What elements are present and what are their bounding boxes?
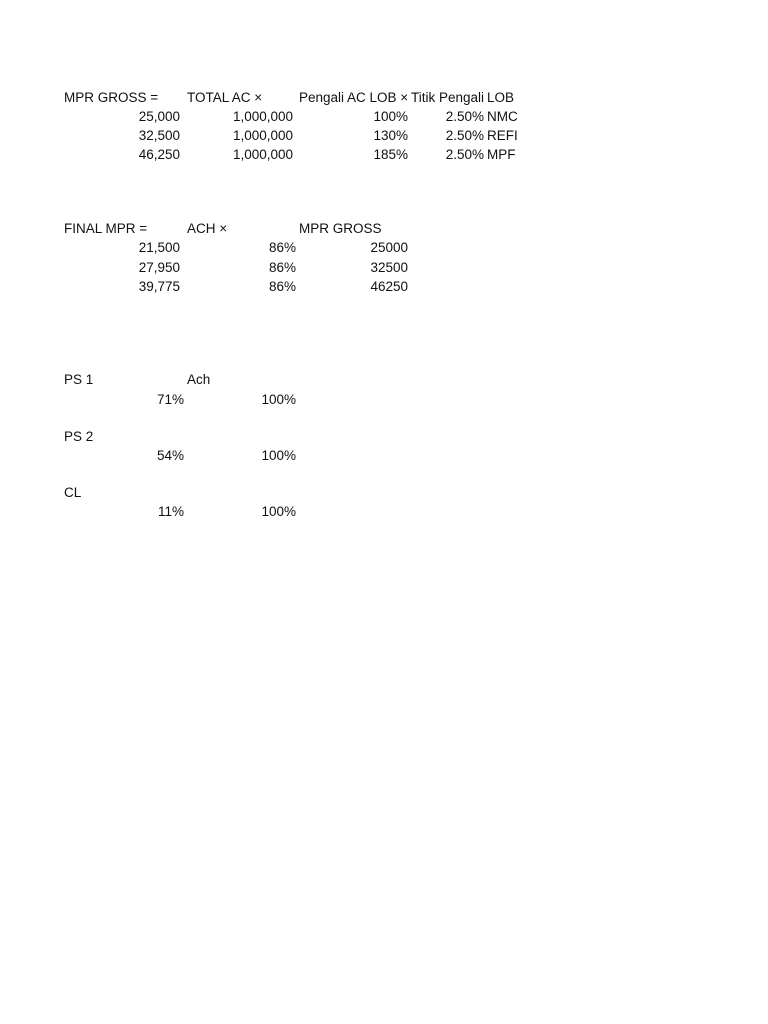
header-ach: ACH ×: [187, 221, 228, 236]
value-ps1: 71%: [156, 392, 184, 407]
header-titik-pengali: Titik Pengali: [411, 90, 485, 105]
table-cell-mpr-gross: 32500: [370, 260, 408, 275]
header-ach: Ach: [187, 372, 211, 387]
table-cell-final-mpr: 27,950: [138, 260, 180, 275]
table-cell-pengali-ac-lob: 130%: [373, 128, 408, 143]
label-cl: CL: [64, 485, 82, 500]
table-cell-ach: 86%: [268, 260, 296, 275]
header-total-ac: TOTAL AC ×: [187, 90, 263, 105]
value-ps2: 54%: [156, 448, 184, 463]
table-cell-titik-pengali: 2.50%: [445, 128, 484, 143]
table-cell-total-ac: 1,000,000: [232, 128, 293, 143]
table-cell-final-mpr: 21,500: [138, 240, 180, 255]
label-ps1: PS 1: [64, 372, 94, 387]
ach-cl: 100%: [261, 504, 296, 519]
table-cell-titik-pengali: 2.50%: [445, 109, 484, 124]
table-cell-mpr-gross: 25000: [370, 240, 408, 255]
value-cl: 11%: [157, 504, 184, 519]
header-mpr-gross: MPR GROSS =: [64, 90, 159, 105]
table-cell-mpr-gross: 25,000: [138, 109, 180, 124]
table-cell-titik-pengali: 2.50%: [445, 147, 484, 162]
header-mpr-gross: MPR GROSS: [299, 221, 382, 236]
table-cell-ach: 86%: [268, 279, 296, 294]
table-cell-mpr-gross: 32,500: [138, 128, 180, 143]
header-final-mpr: FINAL MPR =: [64, 221, 148, 236]
table-cell-lob: MPF: [487, 147, 516, 162]
table-cell-lob: NMC: [487, 109, 518, 124]
header-lob: LOB: [487, 90, 515, 105]
table-cell-total-ac: 1,000,000: [232, 147, 293, 162]
table-cell-lob: REFI: [487, 128, 518, 143]
table-cell-pengali-ac-lob: 185%: [373, 147, 408, 162]
table-cell-final-mpr: 39,775: [138, 279, 180, 294]
table-cell-mpr-gross: 46,250: [138, 147, 180, 162]
header-pengali-ac-lob: Pengali AC LOB ×: [299, 90, 409, 105]
table-cell-pengali-ac-lob: 100%: [373, 109, 408, 124]
table-cell-mpr-gross: 46250: [370, 279, 408, 294]
ach-ps2: 100%: [261, 448, 296, 463]
label-ps2: PS 2: [64, 429, 94, 444]
ach-ps1: 100%: [261, 392, 296, 407]
table-cell-ach: 86%: [268, 240, 296, 255]
table-cell-total-ac: 1,000,000: [232, 109, 293, 124]
